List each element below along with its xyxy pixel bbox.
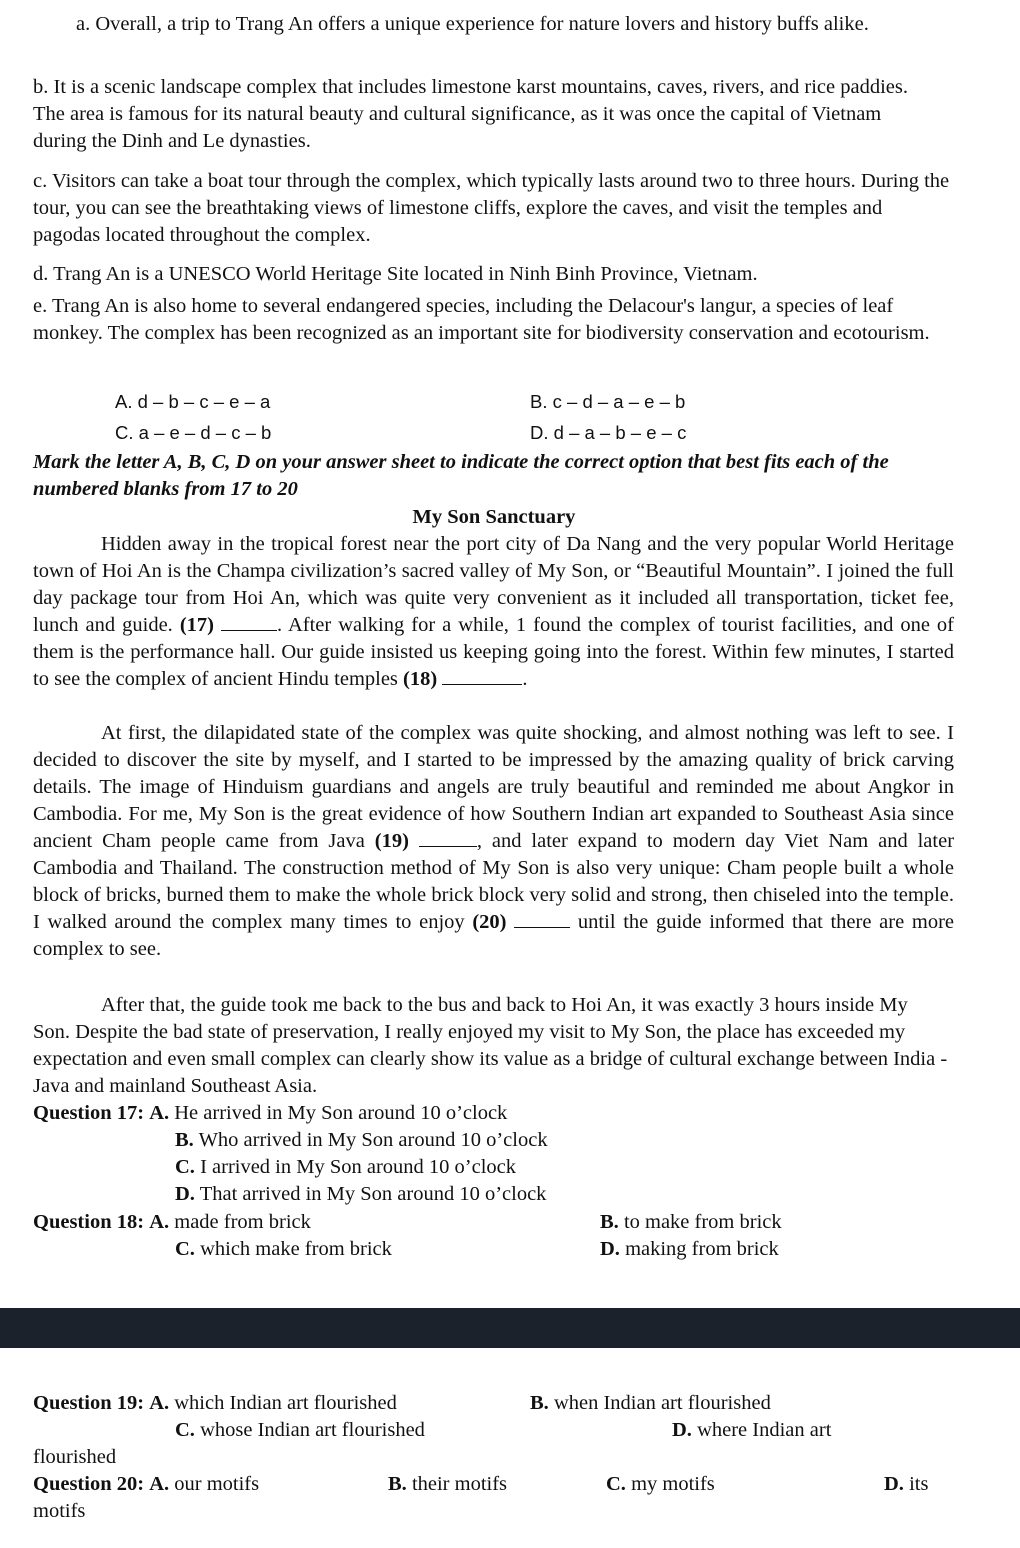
question-20-label: Question 20: [33,1473,145,1495]
instruction: Mark the letter A, B, C, D on your answer sheet to indicate the correct option that best fits each of the numbered blanks from 17 to 20 [33,451,889,500]
order-option-d[interactable]: D. d – a – b – e – c [530,422,687,443]
passage-paragraph-1: Hidden away in the tropical forest near the port city of Da Nang and the very popular World Heritage town of Hoi An is the Champa civilization’s sacred valley of My Son, or “Beautiful Mountain”. I joined the full day package tour from Hoi An, which was quite very convenient as it included all transportation, ticket fee, lunch and guide. (17) . After walking for a while, 1 found the complex of tourist facilities, and one of them is the performance hall. Our guide insisted us keeping going into the forest. Within few minutes, I started to see the complex of ancient Hindu temples (18) . [33,533,955,690]
blank-18[interactable] [442,684,522,685]
blank-19-label: (19) [374,830,409,852]
blank-17-label: (17) [179,614,214,636]
q19-option-d-wrap: flourished [33,1446,117,1468]
q20-option-b[interactable]: B. their motifs [388,1473,508,1495]
blank-19[interactable] [419,846,477,847]
question-19-label: Question 19: [33,1392,145,1414]
passage-title: My Son Sanctuary [412,506,576,528]
q18-option-c[interactable]: C. which make from brick [175,1238,392,1260]
q17-option-a[interactable]: A. He arrived in My Son around 10 o’clock [149,1102,508,1124]
q20-option-d-wrap: motifs [33,1500,86,1522]
sentence-a: a. Overall, a trip to Trang An offers a unique experience for nature lovers and history buffs alike. [76,13,869,35]
blank-18-label: (18) [403,668,438,690]
q17-option-d[interactable]: D. That arrived in My Son around 10 o’clock [175,1183,547,1205]
q18-option-a[interactable]: A. made from brick [149,1211,311,1233]
q17-option-b[interactable]: B. Who arrived in My Son around 10 o’clock [175,1129,548,1151]
q19-option-d[interactable]: D. where Indian art [672,1419,832,1441]
q18-option-b[interactable]: B. to make from brick [600,1211,782,1233]
question-17 [33,1100,507,1127]
order-option-b[interactable]: B. c – d – a – e – b [530,391,686,412]
sentence-c: c. Visitors can take a boat tour through the complex, which typically lasts around two to three hours. During the tour, you can see the breathtaking views of limestone cliffs, explore the caves, and visit the temples and pagodas located throughout the complex. [33,170,950,246]
sentence-b: b. It is a scenic landscape complex that includes limestone karst mountains, caves, rivers, and rice paddies. The area is famous for its natural beauty and cultural significance, as it was once the capital of Vietnam during the Dinh and Le dynasties. [33,76,908,152]
q17-option-c[interactable]: C. I arrived in My Son around 10 o’clock [175,1156,517,1178]
order-option-a[interactable]: A. d – b – c – e – a [115,391,271,412]
question-20 [33,1471,259,1498]
q20-option-c[interactable]: C. my motifs [606,1473,715,1495]
q20-option-d[interactable]: D. its [884,1473,929,1495]
passage-paragraph-2: At first, the dilapidated state of the complex was quite shocking, and almost nothing was left to see. I decided to discover the site by myself, and I started to be impressed by the amazing quality of brick carving details. The image of Hinduism guardians and angels are truly beautiful and reminded me about Angkor in Cambodia. For me, My Son is the great evidence of how Southern Indian art expanded to Southeast Asia since ancient Cham people came from Java (19) , and later expand to modern day Viet Nam and later Cambodia and Thailand. The construction method of My Son is also very unique: Cham people built a whole block of bricks, burned them to make the whole brick block very solid and strong, then chiseled into the temple. I walked around the complex many times to enjoy (20) until the guide informed that there are more complex to see. [33,722,955,960]
q18-option-d[interactable]: D. making from brick [600,1238,779,1260]
blank-20[interactable] [514,927,570,928]
divider-bar [0,1308,1020,1348]
question-19 [33,1390,397,1417]
question-18 [33,1209,311,1236]
question-18-label: Question 18: [33,1211,145,1233]
sentence-e: e. Trang An is also home to several endangered species, including the Delacour's langur, a species of leaf monkey. The complex has been recognized as an important site for biodiversity conservation and ecotourism. [33,295,930,344]
q19-option-a[interactable]: A. which Indian art flourished [149,1392,397,1414]
blank-20-label: (20) [472,911,507,933]
q19-option-b[interactable]: B. when Indian art flourished [530,1392,771,1414]
sentence-d: d. Trang An is a UNESCO World Heritage Site located in Ninh Binh Province, Vietnam. [33,263,758,285]
passage-paragraph-3: After that, the guide took me back to the bus and back to Hoi An, it was exactly 3 hours inside My Son. Despite the bad state of preservation, I really enjoyed my visit to My Son, the place has exceeded my expectation and even small complex can clearly show its value as a bridge of cultural exchange between India - Java and mainland Southeast Asia. [33,994,948,1097]
order-option-c[interactable]: C. a – e – d – c – b [115,422,272,443]
q19-option-c[interactable]: C. whose Indian art flourished [175,1419,425,1441]
q20-option-a[interactable]: A. our motifs [149,1473,260,1495]
blank-17[interactable] [221,630,277,631]
question-17-label: Question 17: [33,1102,145,1124]
